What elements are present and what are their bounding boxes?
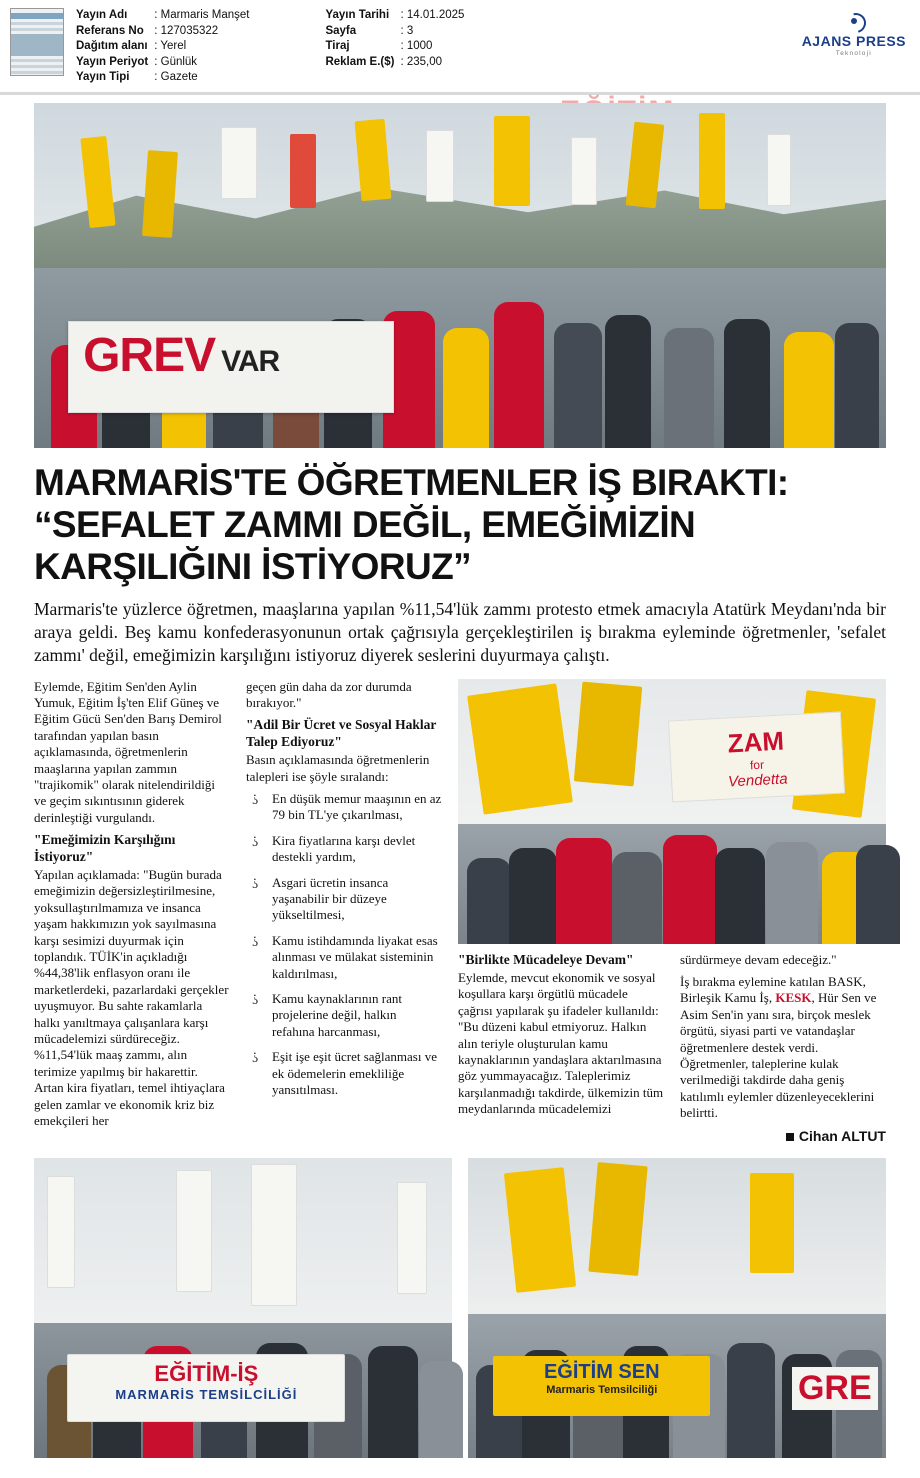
metadata-block — [76, 8, 464, 86]
list-item: ¿ Asgari ücretin insanca yaşanabilir bir düzeye yükseltilmesi, — [246, 875, 442, 924]
meta-label: Tiraj — [325, 40, 350, 52]
paragraph-part-b: , Hür Sen ve Asim Sen'in yanı sıra, birçok meslek örgütü, siyasi parti ve vatandaşlar öğretmenlere destek verdi. Öğretmenler, taleplerine kulak verilmediği takdirde daha geniş katılımlı eylemler düzenleyeceklerini belirtti. — [680, 990, 877, 1121]
grev-banner-right: GRE — [792, 1367, 878, 1410]
egitim-is-banner — [67, 1354, 345, 1422]
meta-label: Yayın Tipi — [76, 71, 130, 83]
page-title: MARMARİS'TE ÖĞRETMENLER İŞ BIRAKTI: “SEFALET ZAMMI DEĞİL, EMEĞİMİZİN KARŞILIĞINI İSTİYORUZ” — [34, 461, 789, 587]
meta-value: : Yerel — [154, 40, 187, 52]
banner-line-2: MARMARİS TEMSİLCİLİĞİ — [115, 1386, 298, 1402]
demands-list — [246, 791, 442, 1099]
subheading: "Adil Bir Ücret ve Sosyal Haklar Talep Ediyoruz" — [246, 717, 437, 749]
byline — [680, 1128, 886, 1144]
lede-paragraph: Marmaris'te yüzlerce öğretmen, maaşlarına yapılan %11,54'lük zammı protesto etmek amacıyla Atatürk Meydanı'nda bir araya geldi. Beş kamu konfederasyonunun ortak çağrısıyla gerçekleştirilen iş bırakma eyleminde öğretmenler, 'sefalet zammı' değil, emeğimizin karşılığını istiyoruz diyerek seslerini duyurmaya çalıştı. — [34, 598, 886, 665]
column-right-group — [458, 679, 886, 1144]
column-4 — [680, 952, 886, 1144]
bottom-photo-row — [34, 1158, 886, 1472]
main-photo — [34, 103, 886, 448]
grev-var-banner — [68, 321, 394, 413]
meta-value: : Gazete — [154, 71, 198, 83]
lower-right-columns — [458, 952, 886, 1144]
meta-label: Reklam E.($) — [325, 55, 395, 68]
sign-line-1: ZAM — [726, 725, 785, 759]
banner-grev-text: GREV — [83, 329, 216, 383]
sign-line-3: Vendetta — [727, 770, 789, 791]
column-3 — [458, 952, 664, 1144]
meta-label: Dağıtım alanı — [76, 40, 148, 52]
brand-tagline: Teknoloji — [835, 50, 872, 57]
paragraph: Eylemde, mevcut ekonomik ve sosyal koşullara karşı örgütlü mücadele çağrısı yapılarak şu ifadeler kullanıldı: "Bu düzeni kabul etmiyoruz. Halkın alın teriyle oluşturulan kamu kaynaklarının yandaşlara aktarılmasına göz yummayacağız. Taleplerimiz karşılanmadığı takdirde, ülkemizin tüm meydanlarında mücadelemizi — [458, 969, 664, 1117]
swirl-icon — [843, 10, 865, 32]
brand-name: AJANS PRESS — [801, 33, 906, 49]
paragraph: Basın açıklamasında öğretmenlerin talepleri ise şöyle sıralandı: — [246, 752, 430, 784]
meta-value: : 14.01.2025 — [400, 9, 465, 21]
banner-var-text: VAR — [221, 345, 280, 379]
publication-thumbnail — [10, 8, 64, 76]
meta-value: : 127035322 — [154, 24, 219, 37]
clipping-header — [0, 0, 920, 95]
banner-line-1: EĞİTİM SEN — [543, 1360, 660, 1383]
meta-label: Sayfa — [325, 24, 357, 37]
list-item: ¿ Kamu kaynaklarının rant projelerine değil, halkın refahına harcanması, — [246, 991, 442, 1040]
ajans-press-logo — [802, 10, 906, 57]
paragraph: Yapılan açıklamada: "Bugün burada emeğimizin değersizleştirilmesine, yoksullaştırılmamıza ve insanca yaşam hakkımızın yok sayılmasına karşı sesimizi duyurmak için toplandık. TÜİK'in açıkladığı %44,38'lik enflasyon oranı ile marketlerdeki, pazarlardaki gerçekler uyuşmuyor. Bu sahte rakamlarla halkı yanıltmaya çalışanlara karşı mücadelemizi sürdüreceğiz. %11,54'lük maaş zammı, alın terimize yapılmış bir hakarettir. Artan kira fiyatları, temel ihtiyaçlara gelen zamlar ve ekonomik kriz biz emekçileri her — [34, 866, 229, 1129]
subheading: "Emeğimizin Karşılığını İstiyoruz" — [34, 832, 176, 864]
column-1 — [34, 679, 230, 1136]
paragraph: sürdürmeye devam edeceğiz." — [680, 951, 837, 967]
bottom-left-photo — [34, 1158, 452, 1458]
paragraph-with-highlight — [680, 974, 886, 1122]
meta-label: Yayın Periyot — [76, 55, 149, 68]
secondary-photo — [458, 679, 886, 944]
byline-bullet-icon — [786, 1133, 794, 1141]
subheading: "Birlikte Mücadeleye Devam" — [458, 951, 634, 967]
sign-line-2: for — [749, 757, 765, 772]
paragraph-part-a: İş bırakma eylemine katılan BASK, Birleşik Kamu İş, — [680, 973, 866, 1006]
banner-line-1: EĞİTİM-İŞ — [154, 1360, 259, 1386]
meta-value: : Günlük — [154, 55, 198, 68]
list-item: ¿ Eşit işe eşit ücret sağlanması ve ek ödemelerin emekliliğe yansıtılması. — [246, 1049, 442, 1098]
metadata-column-left — [76, 8, 249, 86]
paragraph: geçen gün daha da zor durumda bırakıyor." — [246, 678, 412, 710]
article-body — [0, 103, 920, 1472]
list-item: ¿ Kira fiyatlarına karşı devlet destekli yardım, — [246, 833, 442, 866]
meta-label: Yayın Adı — [76, 9, 128, 21]
article-columns — [34, 679, 886, 1144]
byline-text: Cihan ALTUT — [798, 1127, 886, 1144]
egitim-sen-banner — [493, 1356, 710, 1416]
meta-value: : 3 — [400, 24, 414, 37]
metadata-column-right — [325, 8, 464, 86]
banner-line-2: Marmaris Temsilciliği — [546, 1383, 658, 1396]
kesk-highlight: KESK — [775, 990, 812, 1006]
bottom-right-photo — [468, 1158, 886, 1458]
meta-label: Yayın Tarihi — [325, 9, 390, 21]
column-2 — [246, 679, 442, 1108]
meta-value: : 1000 — [400, 40, 433, 52]
list-item: ¿ Kamu istihdamında liyakat esas alınması ve mülakat sisteminin kaldırılması, — [246, 933, 442, 982]
meta-value: : 235,00 — [400, 55, 443, 68]
meta-value: : Marmaris Manşet — [154, 9, 250, 21]
list-item: ¿ En düşük memur maaşının en az 79 bin TL'ye çıkarılması, — [246, 791, 442, 824]
paragraph: Eylemde, Eğitim Sen'den Aylin Yumuk, Eğitim İş'ten Elif Güneş ve Eğitim Gücü Sen'den Barış Demirol tarafından yapılan basın açıklamasında, öğretmenlerin maaşlarına yapılan zammın "trajikomik" olarak nitelendirildiği ve geçim sıkıntısının giderek derinleştiği vurgulandı. — [34, 678, 222, 825]
meta-label: Referans No — [76, 24, 144, 37]
